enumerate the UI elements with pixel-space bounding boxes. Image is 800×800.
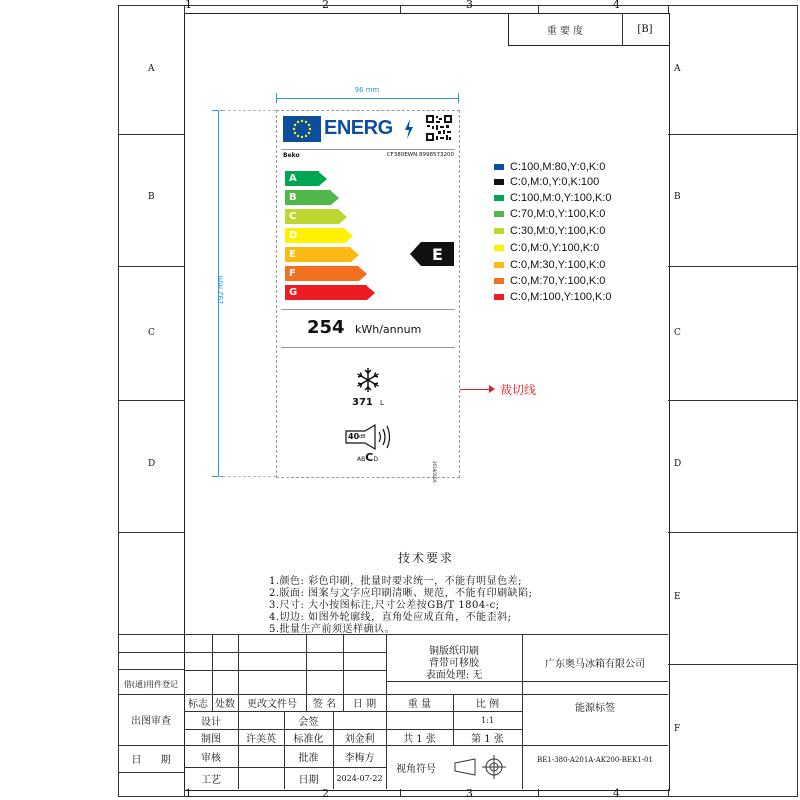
col-tick [538,5,539,13]
projection-cone-icon [453,757,479,777]
tb-line [184,670,386,671]
col-tick [400,5,401,13]
section-divider [281,309,455,310]
tb-line [386,634,668,635]
drafting-label: 制图 [201,733,221,745]
review-label: 审核 [201,752,221,764]
requirement-item: 3.尺寸: 大小按图标注,尺寸公差按GB/T 1804-c; [269,600,500,611]
design-label: 设计 [201,716,221,728]
column-number: 2 [322,787,329,800]
header-divider [281,149,455,150]
legend-swatch [494,211,504,217]
standardizer-name: 刘金利 [344,733,375,745]
model-identifier: CF380EWN 8998573200 [386,152,454,158]
sheet-number: 第 1 张 [471,733,504,745]
row-tick [118,400,184,401]
requirement-item: 1.颜色: 彩色印刷，批量时要求统一，不能有明显色差; [269,576,522,587]
header-count: 处数 [215,699,235,710]
brand-name: Beko [283,152,300,159]
energy-class-bar-e: E [285,247,359,262]
legend-swatch [494,294,504,300]
importance-value: [B] [637,23,653,35]
margin-row-line [118,772,184,773]
row-tick [118,134,184,135]
frame-right-edge [797,5,798,796]
column-number: 1 [185,0,192,11]
row-letter: C [148,328,155,338]
noise-unit: dB [359,434,366,440]
legend-swatch [494,262,504,268]
row-letter: B [148,192,155,202]
energy-class-bar-b: B [285,190,339,205]
lightning-icon [404,119,414,139]
energy-class-bar-f: F [285,266,367,281]
row-letter: A [674,64,681,74]
col-tick [400,789,401,796]
sign-off-label: 会签 [298,716,319,728]
material-line: 背带可移胶 [429,658,479,669]
tb-line [184,634,386,635]
margin-row-line [118,745,184,746]
scale-label: 比 例 [475,699,500,710]
row-letter: A [148,64,155,74]
importance-label: 重 要 度 [546,25,584,37]
noise-class-scale [357,451,378,464]
color-legend-item: C:0,M:0,Y:0,K:100 [494,175,599,189]
row-tick [668,664,797,665]
row-tick [118,532,184,533]
row-tick [668,400,797,401]
noise-class-left: AB [357,456,366,463]
row-letter: E [674,592,681,602]
drafter-name: 许美英 [246,733,276,745]
cut-line-arrowhead [489,385,495,393]
section-divider [281,347,455,348]
column-number: 3 [466,787,473,800]
row-tick [118,266,184,267]
rating-arrow-tip [410,242,421,266]
projection-circle-icon [482,755,506,779]
row-tick [668,266,797,267]
tb-line [184,652,386,653]
approver-name: 李梅方 [344,752,375,764]
header-signature: 签 名 [312,699,337,710]
row-letter: D [674,459,682,469]
requirement-item: 5.批量生产前须送样确认。 [269,624,396,635]
header-date: 日 期 [352,699,377,710]
energy-class-bar-g: G [285,285,375,300]
energy-class-bar-c: C [285,209,347,224]
color-legend-item: C:0,M:100,Y:100,K:0 [494,290,612,304]
energy-class-bar-a: A [285,171,327,186]
energy-consumption-unit: kWh/annum [355,323,422,336]
extension-line [218,110,276,111]
drawing-number: BE1-380-A201A-AK200-BEK1-01 [537,756,653,764]
material-spec [386,646,522,682]
margin-row-line [118,634,184,635]
col-tick [538,789,539,796]
row-tick [668,134,797,135]
width-dimension-line [276,98,458,99]
column-number: 3 [466,0,473,11]
requirement-item: 2.版面: 图案与文字应印刷清晰、规范，不能有印刷缺陷; [269,588,533,599]
legend-swatch [494,195,504,201]
release-review-label: 出图审查 [131,715,171,727]
margin-row-line [118,669,184,670]
color-legend-item: C:100,M:0,Y:100,K:0 [494,191,612,205]
margin-row-line [118,652,184,653]
frame-bottom-edge [118,796,798,797]
sheet-total: 共 1 张 [403,733,436,745]
regulation-number: 2019/2016 [432,461,437,483]
reference-registration-label: 借(通)用件登记 [123,679,179,689]
extension-line [218,476,276,477]
weight-label: 重 量 [407,699,432,710]
row-letter: B [674,192,681,202]
row-letter: C [674,328,681,338]
volume-unit: L [380,399,384,407]
noise-class-active: C [365,451,374,464]
release-date: 2024-07-22 [336,773,383,783]
color-legend-item: C:70,M:0,Y:100,K:0 [494,207,605,221]
margin-row-line [118,694,184,695]
header-mark: 标志 [188,699,208,710]
requirements-title: 技术要求 [398,551,455,565]
header-change-doc: 更改文件号 [247,699,297,710]
material-line: 铜版纸印刷 [429,646,479,657]
dimension-tick [458,93,459,103]
color-legend-item: C:0,M:70,Y:100,K:0 [494,274,605,288]
height-dimension-label: 192 mm [217,275,225,305]
row-tick [668,532,797,533]
part-name: 能源标签 [575,702,615,714]
margin-date-label: 日 期 [131,754,171,766]
color-legend-item: C:100,M:80,Y:0,K:0 [494,160,605,174]
column-number: 4 [613,0,620,11]
row-letter: D [148,459,156,469]
date-label: 日期 [298,774,319,786]
color-legend-item: C:30,M:0,Y:100,K:0 [494,224,605,238]
scale-value: 1:1 [481,715,494,725]
col-tick [668,789,669,796]
company-name: 广东奥马冰箱有限公司 [545,658,645,670]
tb-line [184,745,668,746]
column-number: 1 [185,787,192,800]
standardization-label: 标准化 [293,733,324,745]
row-letter: F [674,724,681,734]
legend-swatch [494,228,504,234]
frame-top-edge [118,5,798,6]
material-line: 表面处理: 无 [425,670,483,681]
process-label: 工艺 [201,774,221,786]
width-dimension-label: 96 mm [354,86,380,94]
qr-code-icon [426,115,452,141]
color-legend-item: C:0,M:30,Y:100,K:0 [494,258,605,272]
noise-class-right: D [373,456,378,463]
legend-swatch [494,278,504,284]
energy-label [276,110,460,483]
column-number: 2 [322,0,329,11]
cut-line-label: 裁切线 [500,383,537,397]
energy-class-bar-d: D [285,228,353,243]
view-symbol-label: 视角符号 [396,763,436,775]
legend-swatch [494,179,504,185]
snowflake-icon [355,367,381,393]
energy-rating: E [421,242,454,266]
noise-value: 40 [348,432,360,441]
tb-line [238,711,239,789]
approve-label: 批准 [298,752,319,764]
volume-value: 371 [352,397,373,408]
eu-flag-icon [283,116,321,142]
energy-consumption-value: 254 [307,317,345,338]
col-tick [668,5,669,13]
requirement-item: 4.切边: 如图外轮廓线，直角处应成直角，不能歪斜; [269,612,512,623]
legend-swatch [494,245,504,251]
dimension-tick [276,93,277,103]
color-legend-item: C:0,M:0,Y:100,K:0 [494,241,599,255]
legend-swatch [494,164,504,170]
energy-wordmark: ENERG [324,117,393,139]
column-number: 4 [613,787,620,800]
